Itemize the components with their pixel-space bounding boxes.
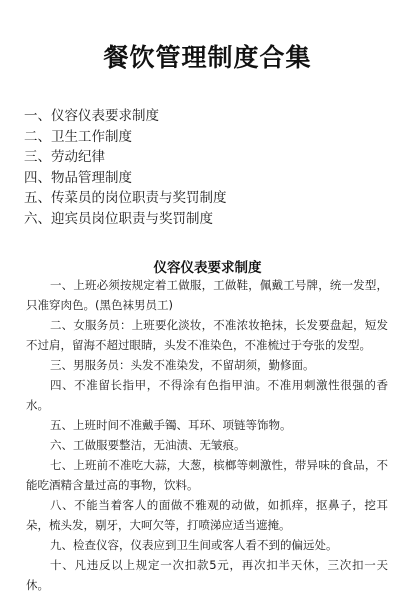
rule-paragraph: 七、上班前不准吃大蒜，大葱，槟榔等刺激性，带异味的食品，不能吃酒精含量过高的事物，饮料。: [26, 458, 388, 492]
section-title: 仪容仪表要求制度: [153, 260, 262, 276]
document-title: 餐饮管理制度合集: [103, 43, 312, 72]
toc-item: 五、传菜员的岗位职责与奖罚制度: [24, 190, 227, 206]
rule-paragraph: 二、女服务员：上班要化淡妆，不准浓妆艳抹，长发要盘起，短发不过肩，留海不超过眼睛，头发不准染色，不准梳过于夸张的发型。: [26, 318, 388, 352]
table-of-contents: [24, 106, 394, 229]
toc-item: 二、卫生工作制度: [24, 128, 132, 145]
toc-item: 四、物品管理制度: [24, 169, 132, 186]
rule-paragraph: 三、男服务员：头发不准染发，不留胡须，勤修面。: [50, 358, 315, 372]
toc-item: 三、劳动纪律: [24, 149, 105, 165]
rule-paragraph: 四、不准留长指甲，不得涂有色指甲油。不准用刺激性很强的香水。: [26, 378, 388, 412]
rule-paragraph: 九、检查仪容，仪表应到卫生间或客人看不到的偏远处。: [50, 538, 338, 552]
rule-paragraph: 八、不能当着客人的面做不雅观的动做，如抓痒，抠鼻子，挖耳朵，梳头发，剔牙，大呵欠等，打喷涕应适当遮掩。: [26, 498, 388, 532]
rule-paragraph: 十、凡违反以上规定一次扣款5元，再次扣半天休，三次扣一天休。: [26, 558, 388, 592]
rules-list: [26, 275, 388, 595]
rule-paragraph: 一、上班必须按规定着工做服，工做鞋，佩戴工号牌，统一发型，只准穿肉色。(黑色袜男员工): [26, 278, 388, 312]
toc-item: 一、仪容仪表要求制度: [24, 108, 159, 124]
toc-item: 六、迎宾员岗位职责与奖罚制度: [24, 210, 213, 227]
rule-paragraph: 六、工做服要整洁，无油渍、无皱痕。: [50, 438, 246, 452]
rule-paragraph: 五、上班时间不准戴手镯、耳环、项链等饰物。: [50, 418, 292, 432]
